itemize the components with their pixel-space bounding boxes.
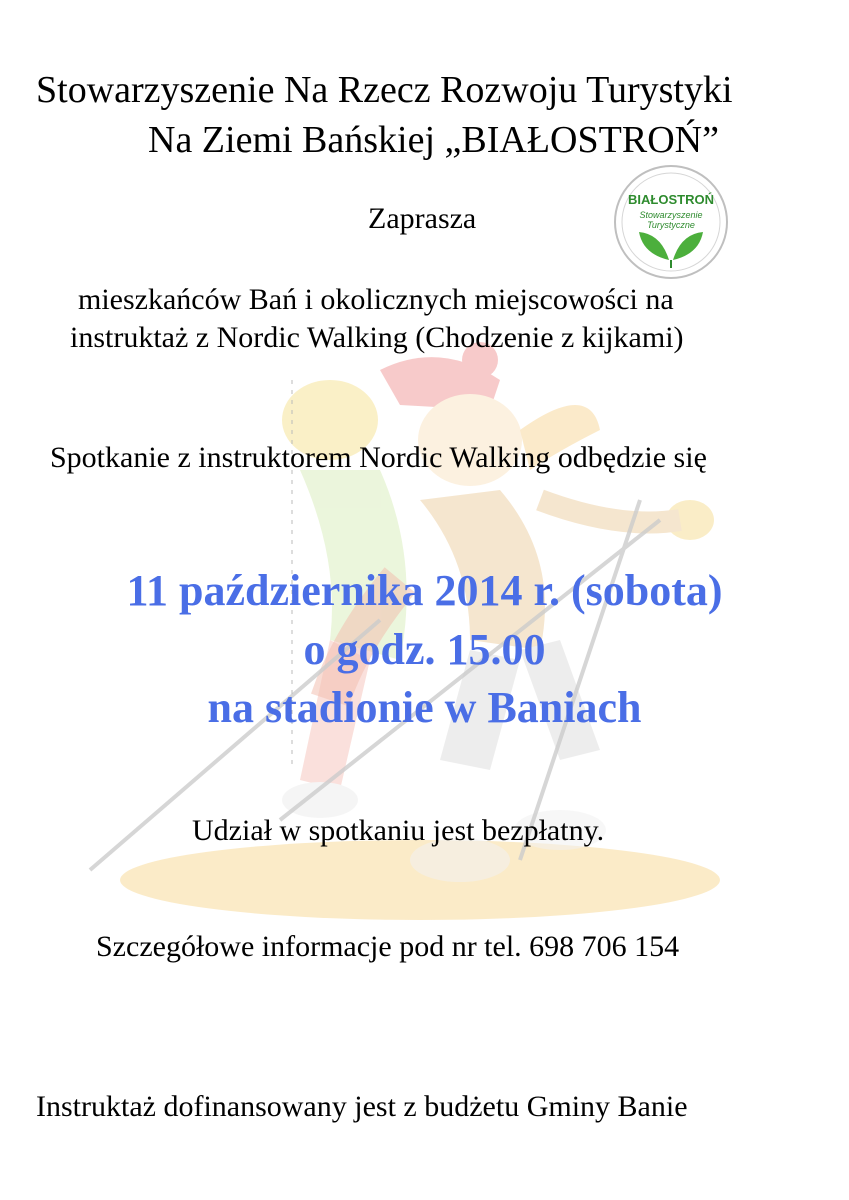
logo-subtitle-2: Turystyczne [647, 220, 695, 230]
funding-note: Instruktaż dofinansowany jest z budżetu Gminy Banie [36, 1090, 688, 1123]
contact-info: Szczegółowe informacje pod nr tel. 698 706 154 [96, 930, 680, 963]
association-name-line2: Na Ziemi Bańskiej „BIAŁOSTROŃ” [148, 119, 719, 161]
free-participation: Udział w spotkaniu jest bezpłatny. [192, 814, 605, 847]
logo-name: BIAŁOSTROŃ [628, 192, 714, 207]
event-date: 11 października 2014 r. (sobota) [126, 566, 723, 615]
audience-line2: instruktaż z Nordic Walking (Chodzenie z kijkami) [70, 321, 684, 354]
bialostron-logo [613, 164, 729, 280]
event-hour: o godz. 15.00 [303, 625, 546, 674]
logo-subtitle-1: Stowarzyszenie [639, 210, 703, 220]
invites-text: Zaprasza [368, 202, 477, 235]
association-name-line1: Stowarzyszenie Na Rzecz Rozwoju Turystyki [36, 69, 733, 111]
audience-line1: mieszkańców Bań i okolicznych miejscowości na [78, 283, 674, 316]
event-place: na stadionie w Baniach [207, 683, 642, 732]
meeting-text: Spotkanie z instruktorem Nordic Walking odbędzie się [50, 441, 707, 474]
